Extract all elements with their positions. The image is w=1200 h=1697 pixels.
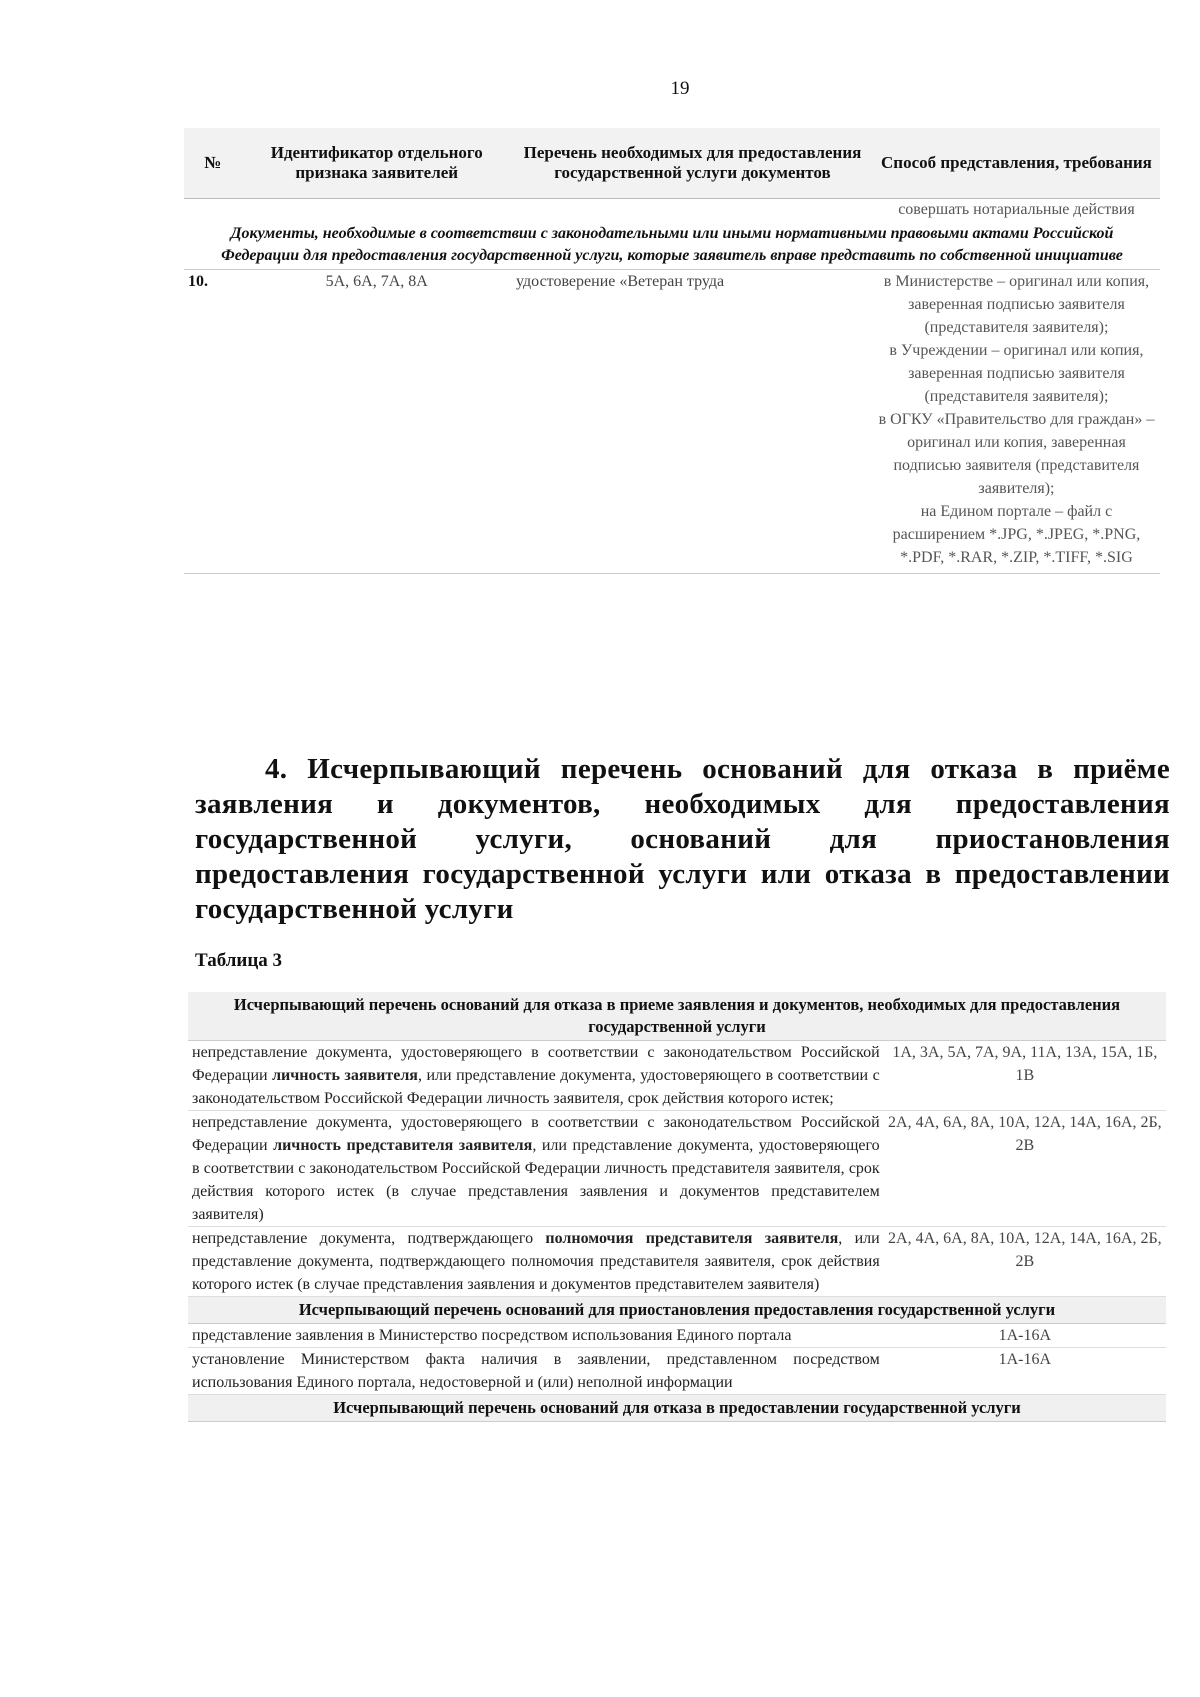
reason-text [188, 1227, 884, 1297]
reason-codes: 1А, 3А, 5А, 7А, 9А, 11А, 13А, 15А, 1Б, 1В [884, 1041, 1166, 1111]
group1-title: Исчерпывающий перечень оснований для отказа в приеме заявления и документов, необходимых для предоставления государственной услуги [188, 992, 1166, 1041]
group2-title: Исчерпывающий перечень оснований для приостановления предоставления государственной услуги [188, 1297, 1166, 1324]
row-method [873, 270, 1160, 574]
table-row [188, 1111, 1166, 1227]
reason-text-bold: личность заявителя [272, 1067, 418, 1084]
section-title: Документы, необходимые в соответствии с законодательными или иными нормативными правовыми актами Российской Федерации для предоставления государственной услуги, которые заявитель вправе представить по собственной инициативе [184, 221, 1160, 270]
reason-text: установление Министерством факта наличия в заявлении, представленном посредством использования Единого портала, недостоверной и (или) неполной информации [188, 1348, 884, 1395]
header-number: № [184, 128, 241, 199]
group3-title: Исчерпывающий перечень оснований для отказа в предоставлении государственной услуги [188, 1395, 1166, 1422]
reason-text-part: , или представление документа, подтверждающего полномочия представителя заявителя, срок действия которого истек (в случае представления заявления и документов представителем заявителя) [192, 1230, 880, 1293]
reason-text-part: , или представление документа, удостоверяющего в соответствии с законодательством Российской Федерации личность заявителя, срок действия которого истек; [192, 1067, 880, 1107]
grounds-table [188, 992, 1166, 1422]
section-heading-text: Исчерпывающий перечень оснований для отказа в приёме заявления и документов, необходимых для предоставления государственной услуги, оснований для приостановления предоставления государственной услуги или отказа в предоставлении государственной услуги [195, 753, 1170, 925]
header-documents: Перечень необходимых для предоставления государственной услуги документов [512, 128, 873, 199]
method-ministry: в Министерстве – оригинал или копия, заверенная подписью заявителя (представителя заявителя); [883, 273, 1150, 336]
row-document: удостоверение «Ветеран труда [512, 270, 873, 574]
continuation-row [184, 199, 1160, 222]
table-row [184, 270, 1160, 574]
header-method: Способ представления, требования [873, 128, 1160, 199]
method-institution: в Учреждении – оригинал или копия, заверенная подписью заявителя (представителя заявителя); [889, 342, 1144, 405]
page-number: 19 [670, 78, 690, 99]
reason-text-bold: полномочия представителя заявителя [545, 1230, 839, 1247]
table-row [188, 1227, 1166, 1297]
continuation-text: совершать нотариальные действия [898, 201, 1135, 218]
reason-text: представление заявления в Министерство посредством использования Единого портала [188, 1324, 884, 1348]
reason-text-bold: личность представителя заявителя [273, 1137, 533, 1154]
reason-text [188, 1041, 884, 1111]
reason-text-part: непредставление документа, удостоверяющего в соответствии с законодательством Российской Федерации [192, 1114, 880, 1154]
row-identifiers: 5А, 6А, 7А, 8А [241, 270, 512, 574]
reason-text-part: непредставление документа, подтверждающего [192, 1230, 546, 1247]
reason-codes: 2А, 4А, 6А, 8А, 10А, 12А, 14А, 16А, 2Б, 2В [884, 1227, 1166, 1297]
table-header-row [184, 128, 1160, 199]
method-ogku: в ОГКУ «Правительство для граждан» – оригинал или копия, заверенная подписью заявителя (представителя заявителя); [878, 411, 1155, 497]
reason-codes: 2А, 4А, 6А, 8А, 10А, 12А, 14А, 16А, 2Б, 2В [884, 1111, 1166, 1227]
row-number: 10. [184, 270, 241, 574]
group-header-suspension [188, 1297, 1166, 1324]
section-heading-number: 4. [265, 753, 288, 785]
section-row [184, 221, 1160, 270]
header-identifier: Идентификатор отдельного признака заявителей [241, 128, 512, 199]
documents-table [184, 128, 1160, 574]
reason-codes: 1А-16А [884, 1348, 1166, 1395]
reason-codes: 1А-16А [884, 1324, 1166, 1348]
table-row [188, 1324, 1166, 1348]
section-heading [195, 752, 1170, 927]
table-row [188, 1041, 1166, 1111]
reason-text-part: непредставление документа, удостоверяющего в соответствии с законодательством Российской Федерации [192, 1044, 880, 1084]
table-caption: Таблица 3 [195, 950, 283, 971]
group-header-refusal-service [188, 1395, 1166, 1422]
reason-text-part: , или представление документа, удостоверяющего в соответствии с законодательством Российской Федерации личность представителя заявителя, срок действия которого истек (в случае представления заявления и документов представителем заявителя) [192, 1137, 880, 1223]
group-header-refusal-acceptance [188, 992, 1166, 1041]
table-row [188, 1348, 1166, 1395]
method-portal: на Едином портале – файл с расширением *.JPG, *.JPEG, *.PNG, *.PDF, *.RAR, *.ZIP, *.TIFF, *.SIG [892, 503, 1141, 566]
reason-text [188, 1111, 884, 1227]
